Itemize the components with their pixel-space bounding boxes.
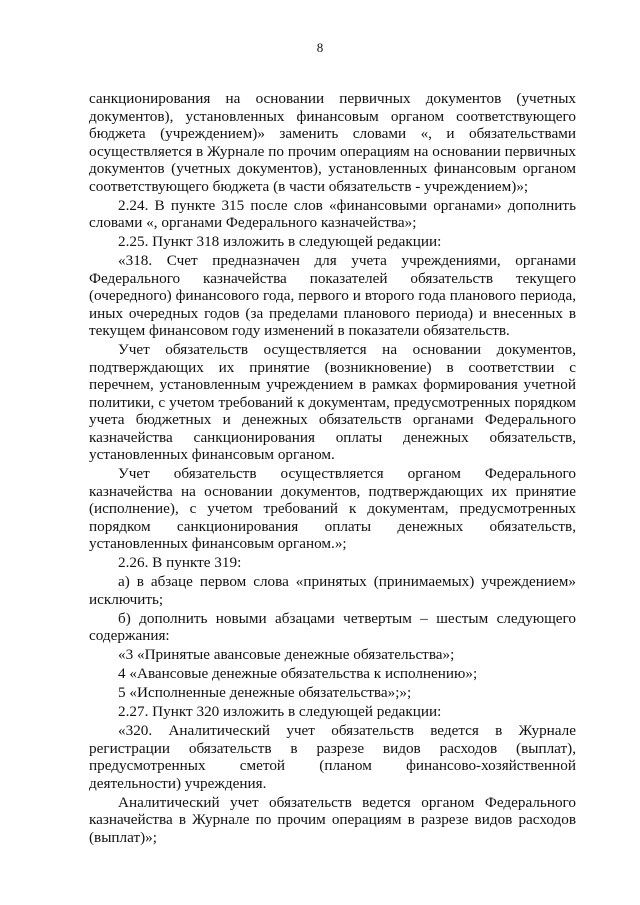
paragraph-list-item-5: 5 «Исполненные денежные обязательства»;»; — [118, 684, 412, 701]
paragraph-clause-320: «320. Аналитический учет обязательств ведется в Журнале регистрации обязательств в разрезе видов расходов (выплат), предусмотренных сметой (планом финансово-хозяйственной деятельности) учреждения. — [89, 722, 576, 792]
page-number: 8 — [316, 40, 324, 55]
paragraph-treasury-accounting: Учет обязательств осуществляется органом Федерального казначейства на основании документов, подтверждающих их принятие (исполнение), с учетом требований к документам, предусмотренных порядком санкционирования оплаты денежных обязательств, установленных финансовым органом.»; — [89, 465, 576, 552]
paragraph-item-2-24: 2.24. В пункте 315 после слов «финансовыми органами» дополнить словами «, органами Федерального казначейства»; — [89, 196, 576, 231]
paragraph-obligations-accounting: Учет обязательств осуществляется на основании документов, подтверждающих их принятие (возникновение) в соответствии с перечнем, установленным учреждением в рамках формирования учетной политики, с учетом требований к документам, предусмотренных порядком учета бюджетных и денежных обязательств органами Федерального казначейства санкционирования оплаты денежных обязательств, установленных финансовым органом. — [89, 341, 576, 463]
paragraph-subitem-a: а) в абзаце первом слова «принятых (принимаемых) учреждением» исключить; — [89, 573, 576, 608]
paragraph-analytical-accounting: Аналитический учет обязательств ведется органом Федерального казначейства в Журнале по прочим операциям в разрезе видов расходов (выплат)»; — [89, 793, 576, 846]
paragraph-item-2-25: 2.25. Пункт 318 изложить в следующей редакции: — [118, 233, 442, 250]
paragraph-item-2-27: 2.27. Пункт 320 изложить в следующей редакции: — [118, 703, 442, 720]
paragraph-item-2-26: 2.26. В пункте 319: — [118, 554, 242, 571]
paragraph-continuation: санкционирования на основании первичных документов (учетных документов), установленных финансовым органом соответствующего бюджета (учреждением)» заменить словами «, и обязательствами осуществляется в Журнале по прочим операциям на основании первичных документов (учетных документов), установленных финансовым органом соответствующего бюджета (в части обязательств - учреждением)»; — [89, 90, 576, 195]
paragraph-subitem-b: б) дополнить новыми абзацами четвертым – шестым следующего содержания: — [89, 609, 576, 644]
document-body — [89, 90, 576, 848]
paragraph-list-item-3: «3 «Принятые авансовые денежные обязательства»; — [118, 646, 455, 663]
paragraph-list-item-4: 4 «Авансовые денежные обязательства к исполнению»; — [118, 665, 478, 682]
paragraph-clause-318: «318. Счет предназначен для учета учреждениями, органами Федерального казначейства показателей обязательств текущего (очередного) финансового года, первого и второго года планового периода, иных очередных годов (за пределами планового периода) и внесенных в текущем финансовом году изменений в показатели обязательств. — [89, 252, 576, 339]
